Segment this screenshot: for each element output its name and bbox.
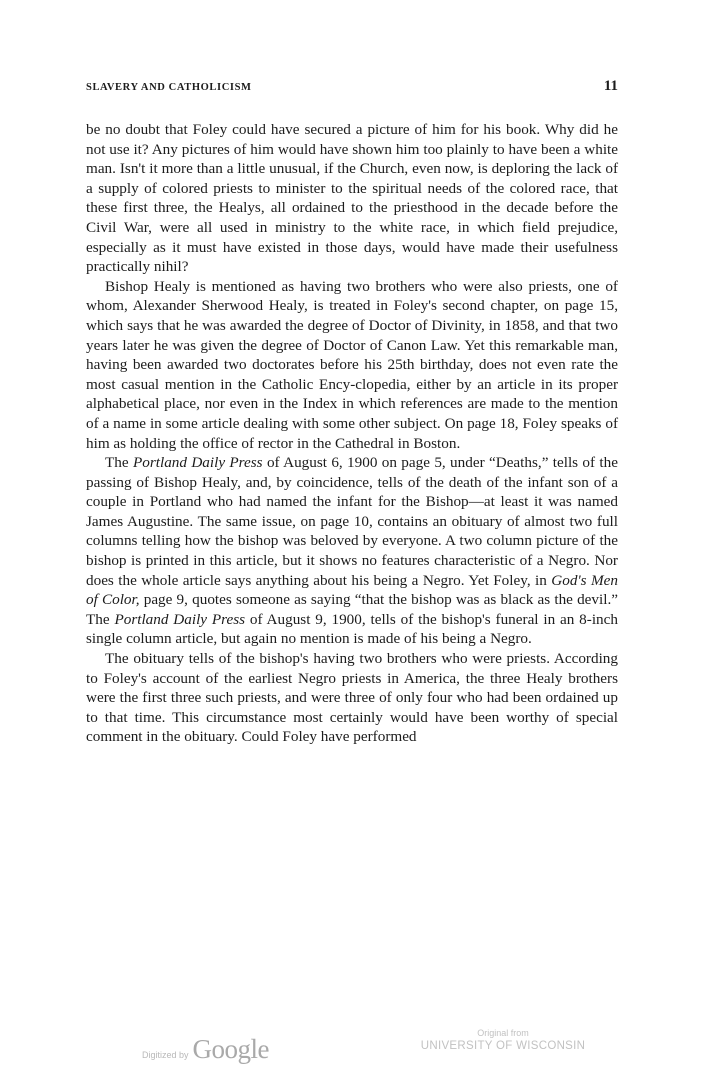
running-header: [86, 78, 618, 100]
paragraph-3-text-g: of August 9, 1900, tells of the bishop's funeral in an 8-inch single column article, but again no mention is made of his being a Negro.: [86, 610, 618, 648]
running-title: SLAVERY AND CATHOLICISM: [86, 82, 252, 93]
newspaper-title: Portland Daily Press: [132, 454, 263, 472]
scan-footer: [0, 1022, 711, 1062]
digitized-by-mark: [142, 1034, 269, 1065]
paragraph-3: [86, 453, 618, 649]
paragraph-2: Bishop Healy is mentioned as having two brothers who were also priests, one of whom, Alexander Sherwood Healy, is treated in Foley's second chapter, on page 15, which says that he was awarded the degree of Doctor of Divinity, in 1858, and that two years later he was given the degree of Doctor of Canon Law. Yet this remarkable man, having been awarded two doctorates before his 25th birthday, does not even rate the most casual mention in the Catholic Ency-clopedia, either by an article in its proper alphabetical place, nor even in the Index in which references are made to the mention of a name in some article dealing with some other subject. On page 18, Foley speaks of him as holding the office of rector in the Cathedral in Boston.: [86, 277, 618, 452]
paragraph-3-text-a: The: [105, 454, 133, 472]
paragraph-4: The obituary tells of the bishop's having two brothers who were priests. According to Foley's account of the earliest Negro priests in America, the three Healy brothers were the first three such priests, and were three of only four who had been ordained up to that time. This circumstance most certainly would have been worthy of special comment in the obituary. Could Foley have performed: [86, 650, 618, 746]
paragraph-3-text-e: page 9, quotes someone as saying “that the bishop was as black as the devil.” The: [86, 591, 618, 628]
newspaper-title-2: Portland Daily Press: [114, 610, 246, 628]
google-logo: Google: [192, 1034, 270, 1064]
body-text: [86, 120, 618, 747]
institution-name: UNIVERSITY OF WISCONSIN: [420, 1040, 586, 1052]
paragraph-3-text-c: of August 6, 1900 on page 5, under “Deaths,” tells of the passing of Bishop Healy, and, by coincidence, tells of the death of the infant son of a couple in Portland who had named the infant for the Bishop—at least it was named James Augustine. The same issue, on page 10, contains an obituary of almost two full columns telling how the bishop was beloved by everyone. A two column picture of the bishop is printed in this article, but it shows no features characteristic of a Negro. Nor does the whole article says anything about his being a Negro. Yet Foley, in: [86, 454, 618, 589]
original-from-mark: [418, 1028, 588, 1052]
paragraph-1: be no doubt that Foley could have secured a picture of him for his book. Why did he not use it? Any pictures of him would have shown him too plainly to have been a white man. Isn't it more than a little unusual, if the Church, even now, is deploring the lack of a supply of colored priests to minister to the spiritual needs of the colored race, that these first three, the Healys, all ordained to the priesthood in the decade before the Civil War, were all used in ministry to the white race, in which field prejudice, especially as it must have existed in those days, would have made their usefulness practically nihil?: [86, 121, 618, 276]
book-title: God's Men of Color,: [86, 571, 618, 609]
page-number: 11: [603, 78, 618, 94]
book-page: [86, 78, 618, 747]
digitized-by-label: Digitized by: [142, 1050, 189, 1060]
original-from-label: Original from: [477, 1028, 529, 1038]
